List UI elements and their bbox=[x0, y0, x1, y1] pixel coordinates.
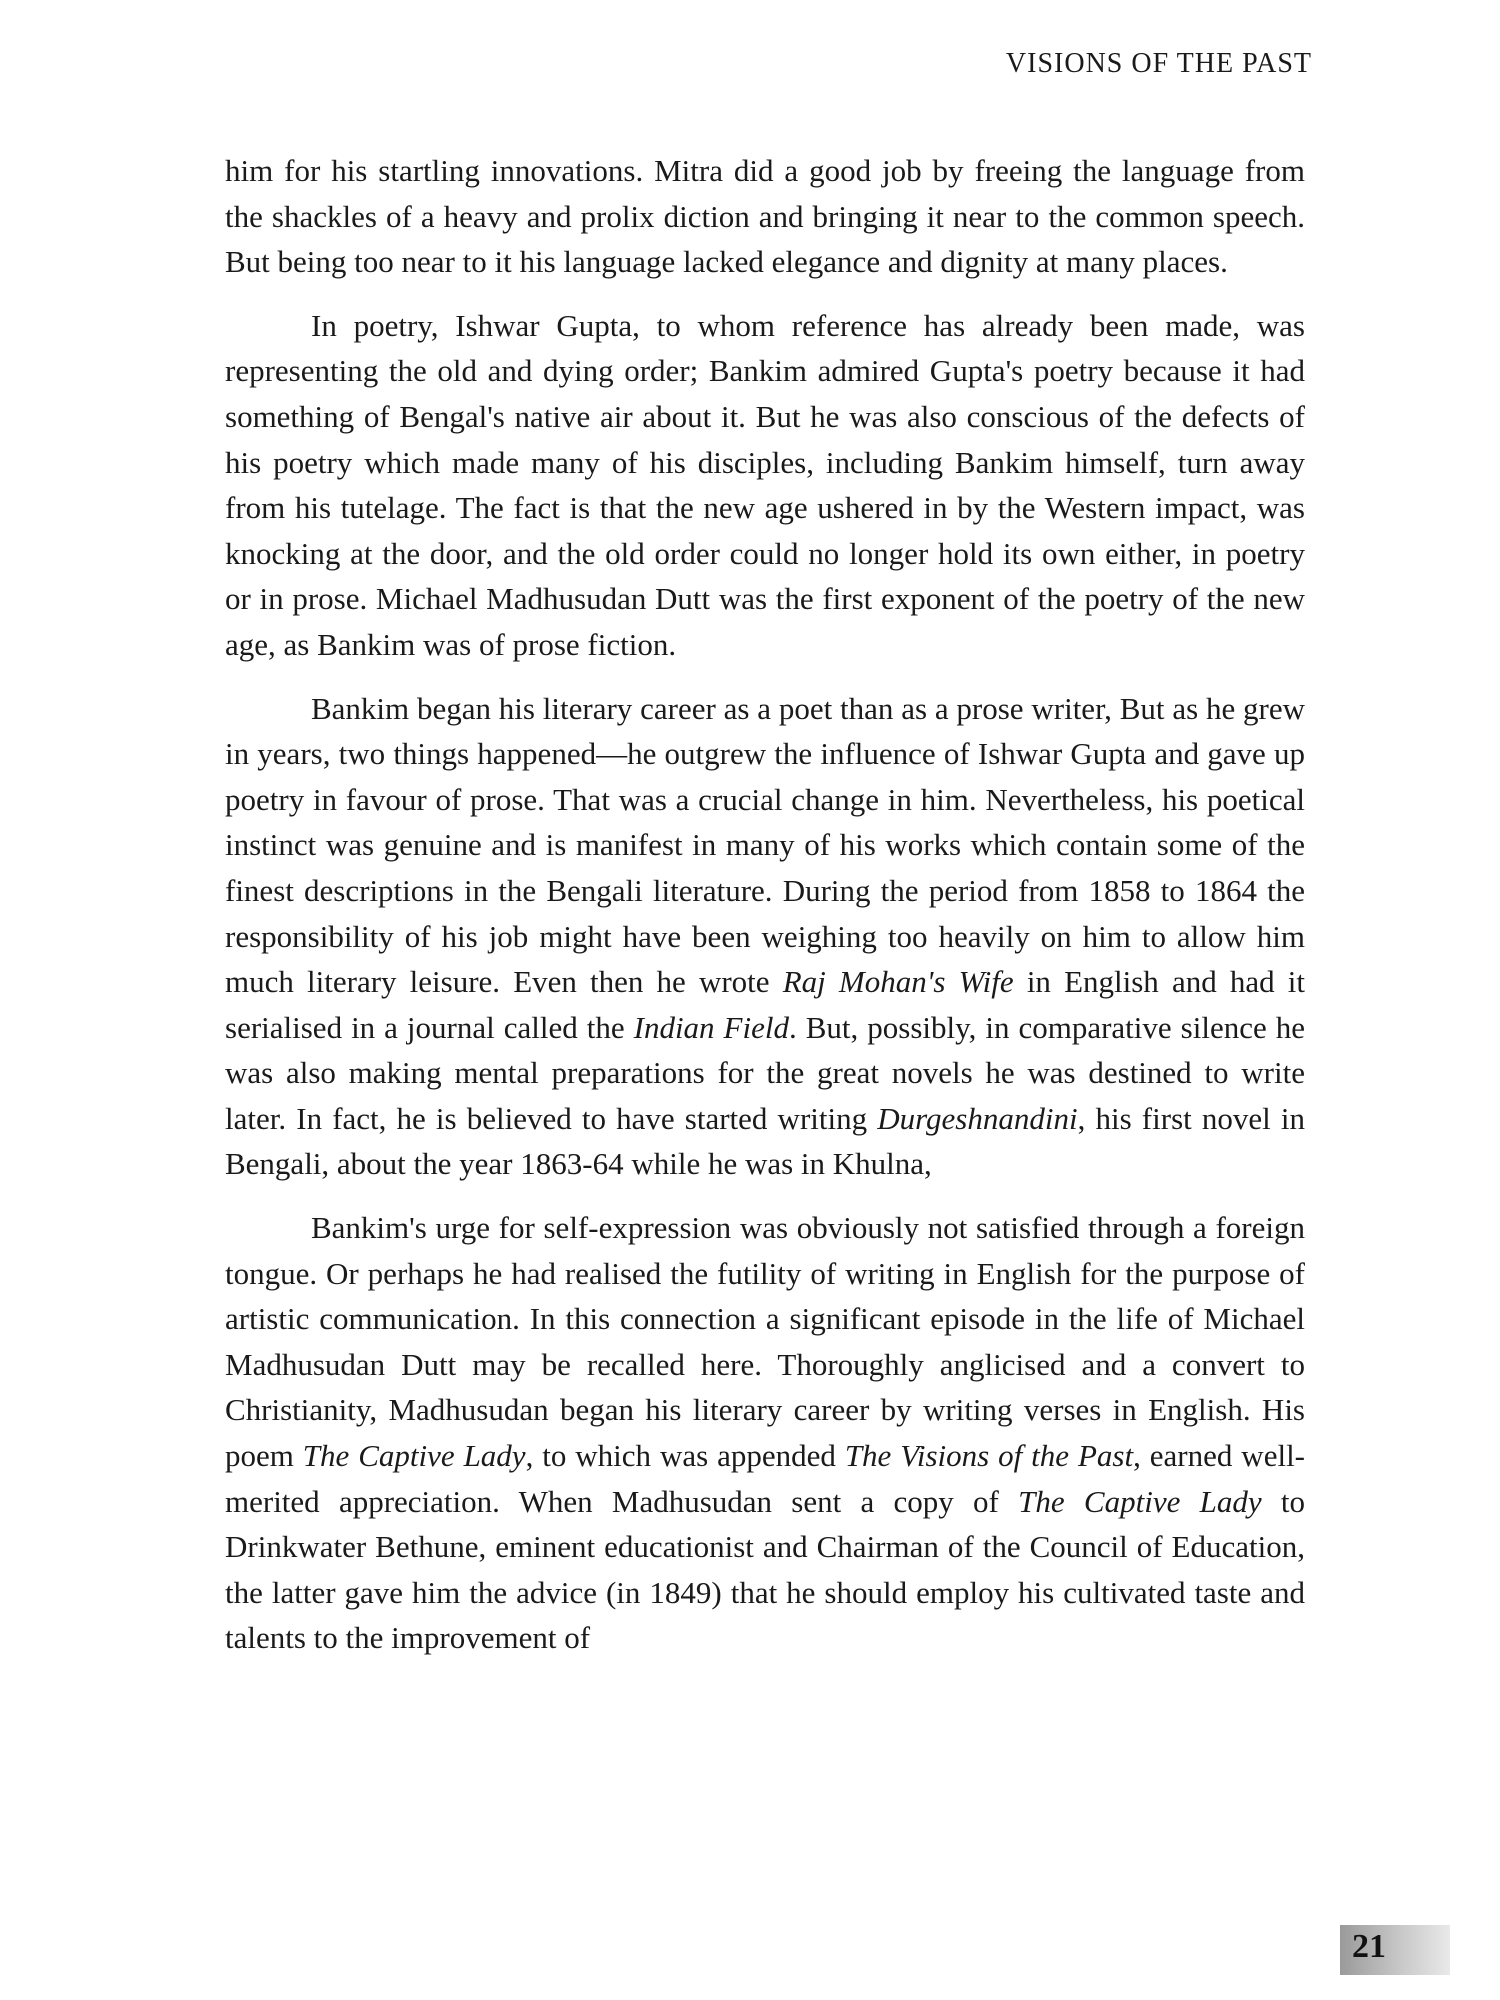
italic-title: Durgeshnandini bbox=[877, 1100, 1078, 1136]
text-run: to Drinkwater Bethune, eminent educationist and Chairman of the Council of Education, the latter gave him the advice (in 1849) that he should employ his cultivated taste and talents to the improvement of bbox=[225, 1483, 1306, 1656]
paragraph bbox=[225, 686, 1305, 1188]
italic-title: The Captive Lady bbox=[302, 1438, 526, 1474]
italic-title: Raj Mohan's Wife bbox=[782, 964, 1014, 1000]
running-head: VISIONS OF THE PAST bbox=[1005, 48, 1312, 79]
body-text bbox=[225, 148, 1305, 1679]
text-run: Bankim began his literary career as a poet than as a prose writer, But as he grew in years, two things happened—he outgrew the influence of Ishwar Gupta and gave up poetry in favour of prose. That was a crucial change in him. Nevertheless, his poetical instinct was genuine and is manifest in many of his works which contain some of the finest descriptions in the Bengali literature. During the period from 1858 to 1864 the responsibility of his job might have been weighing too heavily on him to allow him much literary leisure. Even then he wrote bbox=[225, 690, 1305, 1000]
text-run: In poetry, Ishwar Gupta, to whom reference has already been made, was representing the old and dying order; Bankim admired Gupta's poetry because it had something of Bengal's native air about it. But he was also conscious of the defects of his poetry which made many of his disciples, including Bankim himself, turn away from his tutelage. The fact is that the new age ushered in by the Western impact, was knocking at the door, and the old order could no longer hold its own either, in poetry or in prose. Michael Madhusudan Dutt was the first exponent of the poetry of the new age, as Bankim was of prose fiction. bbox=[225, 307, 1305, 662]
paragraph bbox=[225, 1205, 1305, 1661]
text-run: him for his startling innovations. Mitra did a good job by freeing the language from the shackles of a heavy and prolix diction and bringing it near to the common speech. But being too near to it his language lacked elegance and dignity at many places. bbox=[225, 153, 1305, 280]
text-run: in English and had it serialised in a journal called the bbox=[225, 964, 1305, 1045]
paragraph bbox=[225, 148, 1305, 285]
text-run: , his first novel in Bengali, about the year 1863-64 while he was in Khulna, bbox=[225, 1100, 1305, 1182]
text-run: . But, possibly, in comparative silence he was also making mental preparations for the great novels he was destined to write later. In fact, he is believed to have started writing bbox=[225, 1009, 1305, 1136]
page-number: 21 bbox=[1352, 1928, 1386, 1965]
italic-title: The Visions of the Past bbox=[844, 1438, 1134, 1474]
text-run: , earned well-merited appreciation. When Madhusudan sent a copy of bbox=[225, 1438, 1306, 1519]
paragraph bbox=[225, 303, 1305, 668]
text-run: , to which was appended bbox=[525, 1438, 845, 1474]
italic-title: The Captive Lady bbox=[1018, 1483, 1262, 1519]
italic-title: Indian Field bbox=[633, 1009, 789, 1045]
text-run: Bankim's urge for self-expression was obviously not satisfied through a foreign tongue. Or perhaps he had realised the futility of writing in English for the purpose of artistic communication. In this connection a significant episode in the life of Michael Madhusudan Dutt may be recalled here. Thoroughly anglicised and a convert to Christianity, Madhusudan began his literary career by writing verses in English. His poem bbox=[225, 1210, 1305, 1474]
